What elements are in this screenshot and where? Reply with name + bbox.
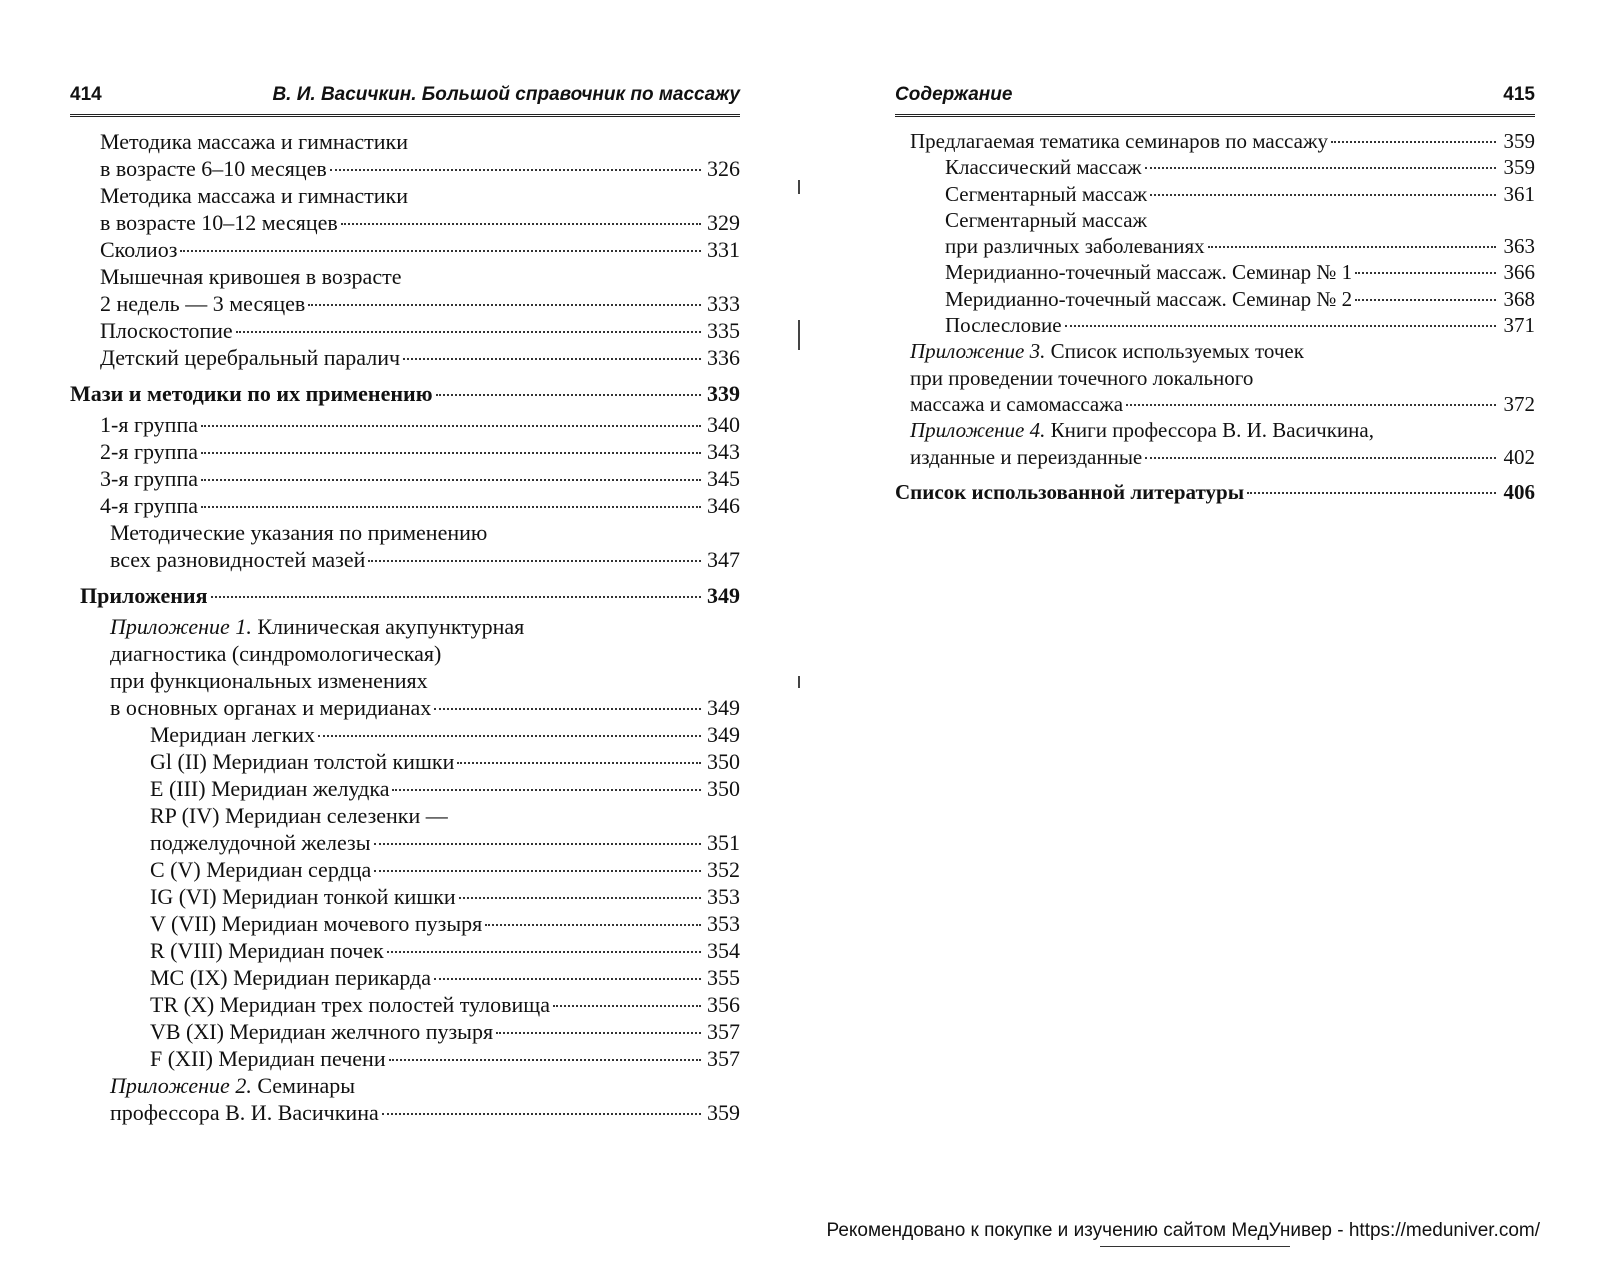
toc-entry: [70, 128, 740, 182]
toc-title: поджелудочной железы: [150, 830, 371, 855]
toc-page-number: 371: [1503, 313, 1535, 338]
toc-line: [110, 667, 740, 694]
toc-line: [100, 236, 740, 263]
toc-entry: [70, 465, 740, 492]
toc-entry: [70, 964, 740, 991]
toc-title: Список используемых точек: [1050, 339, 1304, 364]
toc-leader-dots: [389, 1059, 701, 1061]
toc-entry: [895, 207, 1535, 260]
toc-page-number: 349: [707, 722, 740, 747]
toc-page-number: 339: [707, 381, 740, 406]
toc-page-number: 402: [1503, 444, 1535, 469]
toc-page-number: 349: [707, 695, 740, 720]
toc-title: IG (VI) Меридиан тонкой кишки: [150, 884, 456, 909]
toc-entry: [70, 937, 740, 964]
toc-line: [110, 546, 740, 573]
toc-entry: [70, 856, 740, 883]
toc-page-number: 357: [707, 1046, 740, 1071]
toc-page-number: 355: [707, 965, 740, 990]
toc-page-number: 353: [707, 911, 740, 936]
toc-title: E (III) Меридиан желудка: [150, 776, 390, 801]
toc-title: Книги профессора В. И. Васичкина,: [1050, 418, 1374, 443]
toc-leader-dots: [374, 843, 702, 845]
toc-entry: [70, 775, 740, 802]
toc-entry: [895, 286, 1535, 312]
toc-line: [910, 365, 1535, 391]
toc-title: Сегментарный массаж: [945, 181, 1148, 206]
toc-page-number: 351: [707, 830, 740, 855]
toc-title: Меридианно-точечный массаж. Семинар № 1: [945, 260, 1353, 285]
toc-entry: [895, 259, 1535, 285]
toc-line: [110, 613, 740, 640]
running-head-title: Содержание: [895, 84, 1013, 105]
toc-line: [150, 829, 740, 856]
toc-entry: [70, 748, 740, 775]
toc-page-number: 350: [707, 749, 740, 774]
toc-title: 2-я группа: [100, 439, 198, 464]
toc-title: профессора В. И. Васичкина: [110, 1100, 379, 1125]
toc-entry: [70, 438, 740, 465]
toc-entry: [70, 802, 740, 856]
toc-entry: [895, 338, 1535, 417]
toc-page-number: 356: [707, 992, 740, 1017]
toc-title: Мышечная кривошея в возрасте: [100, 264, 402, 289]
toc-page-number: 340: [707, 412, 740, 437]
left-page: [70, 0, 740, 1276]
toc-leader-dots: [1331, 141, 1496, 143]
toc-leader-dots: [553, 1005, 701, 1007]
toc-leader-dots: [1208, 246, 1496, 248]
toc-title: Методика массажа и гимнастики: [100, 183, 409, 208]
toc-leader-dots: [211, 596, 702, 598]
toc-title: диагностика (синдромологическая): [110, 641, 442, 666]
toc-entry: [895, 479, 1535, 505]
toc-line: [100, 465, 740, 492]
toc-entry: [895, 154, 1535, 180]
toc-page-number: 331: [707, 237, 740, 262]
toc-leader-dots: [1145, 167, 1496, 169]
toc-page-number: 366: [1503, 260, 1535, 285]
toc-title: C (V) Меридиан сердца: [150, 857, 372, 882]
toc-entry: [70, 991, 740, 1018]
toc-page-number: 329: [707, 210, 740, 235]
toc-entry: [70, 1045, 740, 1072]
toc-entry: [895, 181, 1535, 207]
toc-leader-dots: [180, 250, 701, 252]
toc-line: [150, 1018, 740, 1045]
toc-line: [910, 417, 1535, 443]
toc-title: Gl (II) Меридиан толстой кишки: [150, 749, 455, 774]
toc-entry: [70, 1018, 740, 1045]
toc-leader-dots: [496, 1032, 701, 1034]
toc-entry: [70, 519, 740, 573]
toc-title: Меридиан легких: [150, 722, 316, 747]
toc-entry: [70, 1072, 740, 1126]
toc-entry: [70, 883, 740, 910]
right-page: [895, 0, 1535, 1276]
toc-line: [945, 312, 1535, 338]
toc-line: [150, 721, 740, 748]
toc-title: 3-я группа: [100, 466, 198, 491]
running-head: [895, 84, 1535, 117]
page-number: 415: [1503, 84, 1535, 105]
toc-title: Семинары: [257, 1073, 356, 1098]
toc-line: [945, 207, 1535, 233]
toc-page-number: 326: [707, 156, 740, 181]
toc-line: [100, 290, 740, 317]
toc-title: TR (X) Меридиан трех полостей туловища: [150, 992, 550, 1017]
toc-page-number: 349: [707, 583, 740, 608]
toc-line: [100, 155, 740, 182]
toc-line: [150, 910, 740, 937]
toc-leader-dots: [434, 978, 701, 980]
toc-leader-dots: [1065, 325, 1496, 327]
toc-leader-dots: [368, 560, 701, 562]
toc-leader-dots: [1145, 457, 1496, 459]
toc-page-number: 350: [707, 776, 740, 801]
toc-leader-dots: [201, 425, 701, 427]
toc-leader-dots: [201, 506, 701, 508]
toc-entry: [70, 910, 740, 937]
toc-page-number: 357: [707, 1019, 740, 1044]
toc-title: всех разновидностей мазей: [110, 547, 366, 572]
toc-leader-dots: [436, 394, 701, 396]
toc-leader-dots: [1247, 492, 1496, 494]
toc-entry: [70, 182, 740, 236]
toc-leader-dots: [434, 708, 701, 710]
toc-leader-dots: [318, 735, 701, 737]
toc-entry: [895, 312, 1535, 338]
toc-leader-dots: [308, 304, 701, 306]
toc-title: Методика массажа и гимнастики: [100, 129, 409, 154]
toc-line: [150, 991, 740, 1018]
toc-line: [945, 286, 1535, 312]
toc-entry: [70, 236, 740, 263]
toc-line: [910, 444, 1535, 470]
toc-line: [70, 380, 740, 407]
toc-page-number: 372: [1503, 391, 1535, 416]
toc-page-number: 347: [707, 547, 740, 572]
toc-leader-dots: [485, 924, 701, 926]
toc-line: [100, 411, 740, 438]
running-head-title: В. И. Васичкин. Большой справочник по массажу: [272, 84, 740, 105]
toc-page-number: 354: [707, 938, 740, 963]
toc-title: изданные и переизданные: [910, 444, 1143, 469]
toc-entry: [70, 613, 740, 721]
toc-leader-dots: [382, 1113, 701, 1115]
toc-title: в возрасте 10–12 месяцев: [100, 210, 338, 235]
toc-title: Меридианно-точечный массаж. Семинар № 2: [945, 286, 1353, 311]
toc-list: [895, 128, 1535, 505]
toc-leader-dots: [1150, 194, 1496, 196]
toc-entry: [70, 317, 740, 344]
toc-title: Сколиоз: [100, 237, 178, 262]
toc-line: [100, 492, 740, 519]
footer-rule: [1100, 1246, 1290, 1247]
toc-page-number: 359: [1503, 129, 1535, 153]
toc-line: [110, 640, 740, 667]
toc-line: [110, 694, 740, 721]
toc-line: [100, 263, 740, 290]
toc-leader-dots: [457, 762, 701, 764]
toc-line: [945, 259, 1535, 285]
toc-line: [150, 748, 740, 775]
toc-page-number: 336: [707, 345, 740, 370]
toc-entry: [70, 263, 740, 317]
toc-line: [910, 391, 1535, 417]
toc-leader-dots: [387, 951, 701, 953]
toc-page-number: 335: [707, 318, 740, 343]
toc-page-number: 361: [1503, 181, 1535, 206]
toc-title: Послесловие: [945, 313, 1062, 338]
toc-line: [150, 964, 740, 991]
toc-title: Приложения: [80, 583, 208, 608]
toc-entry: [70, 492, 740, 519]
toc-line: [110, 519, 740, 546]
toc-title: Список использованной литературы: [895, 479, 1245, 504]
toc-title: при функциональных изменениях: [110, 668, 428, 693]
toc-title: 2 недель — 3 месяцев: [100, 291, 306, 316]
toc-title: VB (XI) Меридиан желчного пузыря: [150, 1019, 494, 1044]
toc-leader-dots: [201, 452, 701, 454]
toc-line: [100, 438, 740, 465]
toc-title: в основных органах и меридианах: [110, 695, 432, 720]
toc-line: [110, 1099, 740, 1126]
toc-title: F (XII) Меридиан печени: [150, 1046, 386, 1071]
running-head: [70, 84, 740, 117]
toc-title: RP (IV) Меридиан селезенки —: [150, 803, 448, 828]
toc-leader-dots: [1355, 272, 1496, 274]
toc-line: [945, 154, 1535, 180]
toc-title: Детский церебральный паралич: [100, 345, 401, 370]
toc-entry: [70, 380, 740, 407]
toc-leader-dots: [392, 789, 701, 791]
toc-leader-dots: [459, 897, 701, 899]
toc-line: [80, 582, 740, 609]
toc-entry: [70, 582, 740, 609]
toc-page-number: 359: [707, 1100, 740, 1125]
toc-leader-dots: [236, 331, 701, 333]
toc-line: [910, 338, 1535, 364]
toc-leader-dots: [341, 223, 701, 225]
toc-line: [100, 182, 740, 209]
footer-note[interactable]: Рекомендовано к покупке и изучению сайтом МедУнивер - https://meduniver.com/: [826, 1220, 1540, 1241]
page-number: 414: [70, 84, 102, 105]
toc-leader-dots: [374, 870, 701, 872]
toc-title: V (VII) Меридиан мочевого пузыря: [150, 911, 483, 936]
toc-title: Классический массаж: [945, 155, 1142, 180]
toc-line: [150, 883, 740, 910]
toc-title: в возрасте 6–10 месяцев: [100, 156, 327, 181]
toc-page-number: 333: [707, 291, 740, 316]
toc-title: Сегментарный массаж: [945, 207, 1148, 232]
toc-leader-dots: [403, 358, 701, 360]
toc-line: [100, 128, 740, 155]
toc-line: [100, 344, 740, 371]
toc-title: Мази и методики по их применению: [70, 381, 433, 406]
toc-line: [945, 181, 1535, 207]
toc-title: Клиническая акупунктурная: [257, 614, 525, 639]
toc-page-number: 346: [707, 493, 740, 518]
toc-leader-dots: [330, 169, 701, 171]
toc-line: [150, 937, 740, 964]
toc-leader-dots: [1126, 404, 1496, 406]
toc-title: MC (IX) Меридиан перикарда: [150, 965, 432, 990]
toc-page-number: 353: [707, 884, 740, 909]
toc-leader-dots: [1355, 299, 1496, 301]
toc-line: [150, 802, 740, 829]
toc-entry: [70, 411, 740, 438]
toc-page-number: 406: [1503, 479, 1535, 504]
toc-line: [150, 775, 740, 802]
toc-page-number: 352: [707, 857, 740, 882]
toc-title: Плоскостопие: [100, 318, 233, 343]
toc-entry: [70, 721, 740, 748]
toc-title: R (VIII) Меридиан почек: [150, 938, 384, 963]
toc-title: при различных заболеваниях: [945, 234, 1205, 259]
toc-line: [100, 317, 740, 344]
toc-title: при проведении точечного локального: [910, 365, 1254, 390]
toc-appendix-label: Приложение 1.: [110, 614, 252, 639]
toc-page-number: 345: [707, 466, 740, 491]
toc-entry: [895, 128, 1535, 154]
toc-line: [895, 479, 1535, 505]
toc-entry: [70, 344, 740, 371]
toc-title: 1-я группа: [100, 412, 198, 437]
toc-page-number: 343: [707, 439, 740, 464]
toc-title: 4-я группа: [100, 493, 198, 518]
toc-title: Предлагаемая тематика семинаров по массажу: [910, 129, 1328, 153]
toc-appendix-label: Приложение 4.: [910, 418, 1046, 443]
toc-line: [945, 233, 1535, 259]
toc-appendix-label: Приложение 2.: [110, 1073, 252, 1098]
toc-line: [100, 209, 740, 236]
toc-page-number: 368: [1503, 286, 1535, 311]
toc-line: [150, 856, 740, 883]
toc-list: [70, 128, 740, 1126]
toc-entry: [895, 417, 1535, 470]
page-gutter: [798, 40, 799, 1190]
toc-title: массажа и самомассажа: [910, 391, 1124, 416]
toc-line: [150, 1045, 740, 1072]
toc-page-number: 363: [1503, 234, 1535, 259]
toc-title: Методические указания по применению: [110, 520, 488, 545]
toc-leader-dots: [201, 479, 701, 481]
toc-line: [110, 1072, 740, 1099]
toc-line: [910, 128, 1535, 154]
toc-page-number: 359: [1503, 155, 1535, 180]
toc-appendix-label: Приложение 3.: [910, 339, 1046, 364]
